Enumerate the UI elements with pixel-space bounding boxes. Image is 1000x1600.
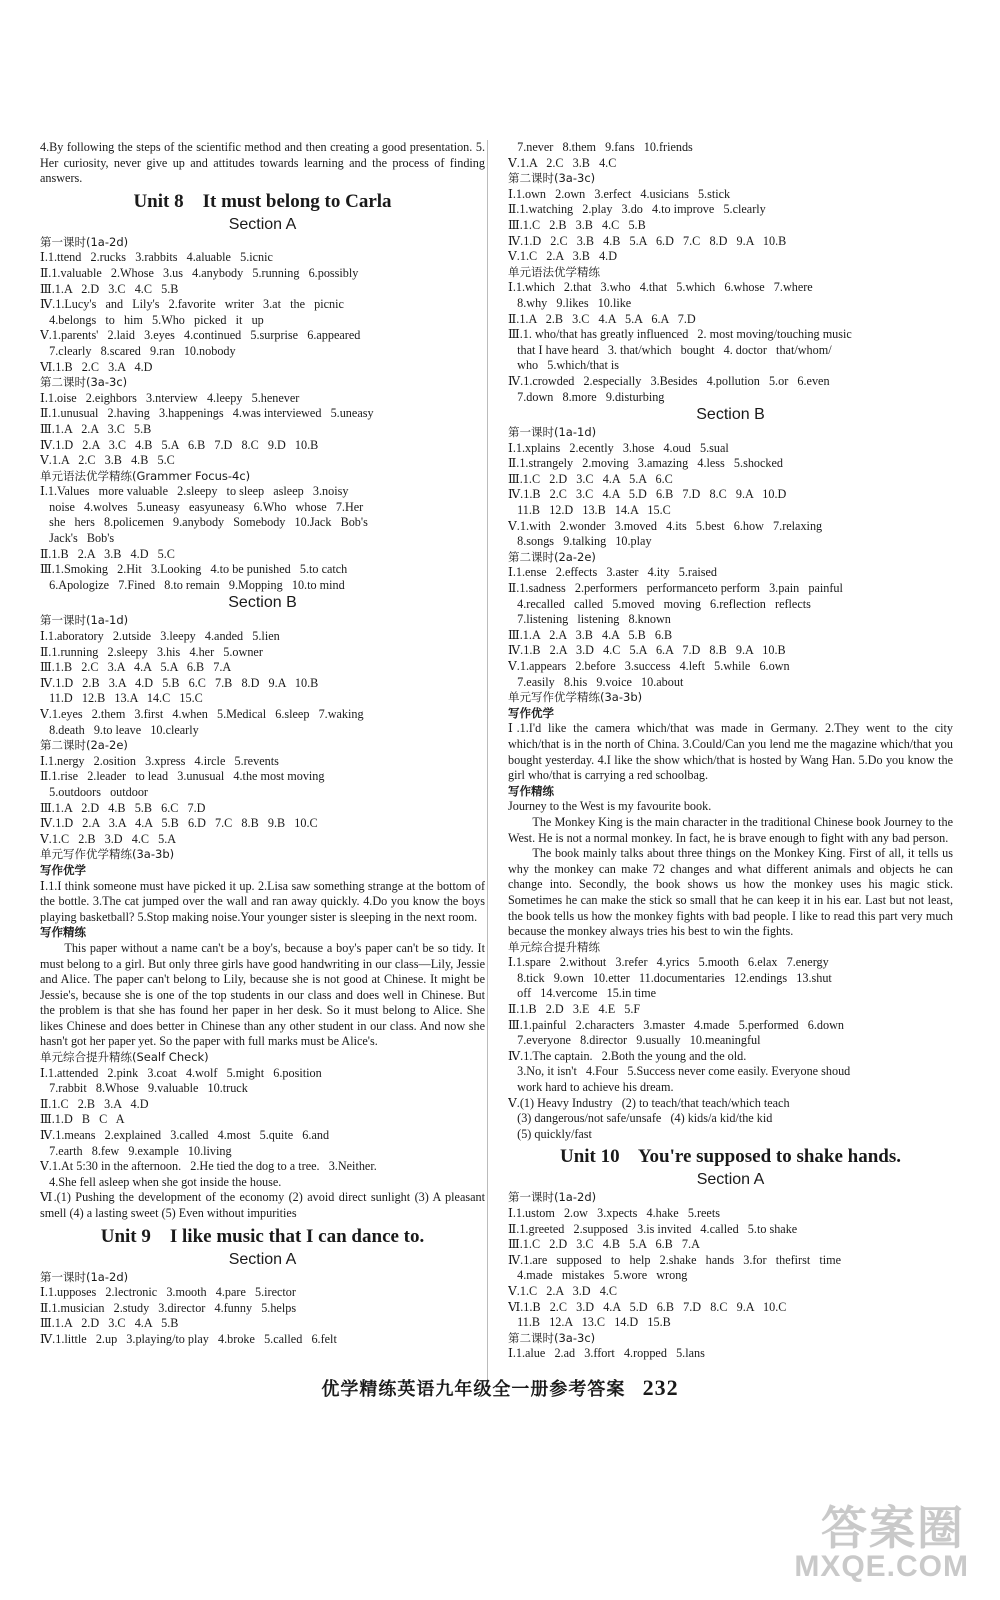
unit-heading: Unit 9 I like music that I can dance to. — [100, 1225, 425, 1247]
answer-line: Ⅳ.1.means 2.explained 3.called 4.most 5.quite 6.and — [40, 1128, 330, 1143]
lesson-heading: 第二课时(3a-3c) — [40, 375, 128, 390]
answer-line: Ⅲ.1.A 2.D 3.C 4.C 5.B — [40, 281, 179, 296]
lesson-heading: 写作优学 — [40, 862, 86, 877]
answer-line: 8.death 9.to leave 10.clearly — [40, 722, 199, 737]
answer-line: Ⅴ.1.C 2.B 3.D 4.C 5.A — [40, 831, 177, 846]
answer-line: Ⅱ.1.musician 2.study 3.director 4.funny 5.helps — [40, 1300, 297, 1315]
paragraph: Ⅵ.(1) Pushing the development of the economy (2) avoid direct sunlight (3) A pleasant smell (4) a lasting sweet (5) Even without impurities — [40, 1190, 485, 1220]
answer-line: Ⅰ.1.Values more valuable 2.sleepy to sleep asleep 3.noisy — [40, 484, 349, 499]
answer-line: Ⅰ.1.which 2.that 3.who 4.that 5.which 6.whose 7.where — [508, 280, 813, 295]
answer-line: 4.belongs to him 5.Who picked it up — [40, 312, 264, 327]
answer-line: 4.recalled called 5.moved moving 6.reflection reflects — [508, 596, 811, 611]
answer-line: off 14.vercome 15.in time — [508, 986, 657, 1001]
answer-line: Ⅳ.1.B 2.A 3.D 4.C 5.A 6.A 7.D 8.B 9.A 10.B — [508, 643, 786, 658]
answer-line: Ⅴ.1.At 5:30 in the afternoon. 2.He tied the dog to a tree. 3.Neither. — [40, 1159, 377, 1174]
lesson-heading: 第二课时(2a-2e) — [508, 549, 596, 564]
answer-line: Ⅴ.1.parents' 2.laid 3.eyes 4.continued 5.surprise 6.appeared — [40, 328, 361, 343]
answer-line: Ⅰ.1.spare 2.without 3.refer 4.yrics 5.mooth 6.elax 7.energy — [508, 955, 829, 970]
answer-line: 6.Apologize 7.Fined 8.to remain 9.Mopping 10.to mind — [40, 577, 345, 592]
answer-line: Ⅱ.1.running 2.sleepy 3.his 4.her 5.owner — [40, 644, 263, 659]
answer-line: Ⅰ.1.ense 2.effects 3.aster 4.ity 5.raised — [508, 565, 718, 580]
lesson-heading: 单元语法优学精练 — [508, 264, 600, 279]
answer-line: 4.made mistakes 5.wore wrong — [508, 1268, 688, 1283]
answer-line: Ⅱ.1.sadness 2.performers performanceto perform 3.pain painful — [508, 581, 843, 596]
answer-line: 5.outdoors outdoor — [40, 784, 148, 799]
answer-line: 3.No, it isn't 4.Four 5.Success never come easily. Everyone shoud — [508, 1064, 851, 1079]
answer-line: Ⅱ.1.rise 2.leader to lead 3.unusual 4.the most moving — [40, 769, 325, 784]
answer-line: 7.everyone 8.director 9.usually 10.meaningful — [508, 1033, 761, 1048]
answer-line: Ⅲ.1.painful 2.characters 3.master 4.made 5.performed 6.down — [508, 1017, 844, 1032]
footer-title: 优学精练英语九年级全一册参考答案 — [321, 1379, 626, 1400]
lesson-heading: 单元写作优学精练(3a-3b) — [508, 690, 643, 705]
watermark-logo — [760, 1492, 975, 1592]
answer-line: Ⅲ.1.A 2.A 3.C 5.B — [40, 421, 152, 436]
answer-line: Ⅱ.1.B 2.D 3.E 4.E 5.F — [508, 1002, 641, 1017]
answer-line: Ⅴ.1.appears 2.before 3.success 4.left 5.while 6.own — [508, 659, 790, 673]
answer-line: Ⅴ.1.C 2.A 3.D 4.C — [508, 1283, 618, 1298]
lesson-heading: 写作精练 — [508, 783, 554, 798]
answer-line: 7.listening listening 8.known — [508, 612, 671, 627]
answer-line: Ⅰ.1.own 2.own 3.erfect 4.usicians 5.stick — [508, 186, 731, 201]
paragraph: 4.By following the steps of the scientific method and then creating a good presentation. 5. Her curiosity, never give up and attitudes towards learning and the process of finding answers. — [40, 140, 485, 186]
answer-line: Ⅴ.1.A 2.C 3.B 4.C — [508, 155, 617, 170]
answer-line: Ⅱ.1.B 2.A 3.B 4.D 5.C — [40, 546, 175, 561]
answer-line: she hers 8.policemen 9.anybody Somebody 10.Jack Bob's — [40, 515, 368, 530]
answer-line: Ⅵ.1.B 2.C 3.D 4.A 5.D 6.B 7.D 8.C 9.A 10.C — [508, 1299, 787, 1314]
lesson-heading: 第一课时(1a-1d) — [40, 613, 129, 628]
answer-line: Ⅴ.1.with 2.wonder 3.moved 4.its 5.best 6.how 7.relaxing — [508, 518, 823, 533]
answer-line: Ⅱ.1.unusual 2.having 3.happenings 4.was interviewed 5.uneasy — [40, 406, 374, 421]
answer-line: Ⅰ.1.oise 2.eighbors 3.nterview 4.leepy 5.henever — [40, 390, 300, 405]
answer-line: Ⅳ.1.D 2.C 3.B 4.B 5.A 6.D 7.C 8.D 9.A 10.B — [508, 233, 787, 248]
page-number: 232 — [642, 1375, 679, 1400]
answer-line: Ⅱ.1.A 2.B 3.C 4.A 5.A 6.A 7.D — [508, 311, 696, 326]
answer-line: Ⅲ.1.A 2.D 3.C 4.A 5.B — [40, 1316, 179, 1331]
answer-line: Ⅰ.1.upposes 2.lectronic 3.mooth 4.pare 5.irector — [40, 1285, 296, 1300]
answer-line: 8.songs 9.talking 10.play — [508, 534, 652, 549]
lesson-heading: 单元综合提升精练 — [508, 939, 600, 954]
answer-line: Ⅳ.1.little 2.up 3.playing/to play 4.broke 5.called 6.felt — [40, 1331, 337, 1346]
answer-line: Ⅵ.1.B 2.C 3.A 4.D — [40, 359, 153, 374]
answer-line: (5) quickly/fast — [508, 1126, 592, 1141]
paragraph: Ⅰ.1.I think someone must have picked it up. 2.Lisa saw something strange at the bottom of the bottle. 3.The cat jumped over the wall and ran away quickly. 4.Do you know the boys playing basketball? 5.Stop making noise.Your younger sister is sleeping in the next room. — [40, 878, 485, 924]
lesson-heading: 单元语法优学精练(Grammer Focus-4c) — [40, 468, 251, 483]
answer-line: 7.earth 8.few 9.example 10.living — [40, 1143, 232, 1158]
answer-line: 11.D 12.B 13.A 14.C 15.C — [40, 691, 203, 706]
lesson-heading: 第二课时(3a-3c) — [508, 171, 596, 186]
answer-line: Ⅲ.1. who/that has greatly influenced 2. most moving/touching music — [508, 327, 852, 342]
answer-line: Ⅰ.1.xplains 2.ecently 3.hose 4.oud 5.sual — [508, 440, 729, 455]
column-divider — [487, 140, 488, 1395]
section-heading: Section A — [228, 215, 297, 233]
answer-line: Ⅱ.1.greeted 2.supposed 3.is invited 4.called 5.to shake — [508, 1221, 798, 1236]
section-heading: Section A — [696, 1171, 765, 1189]
answer-line: Jack's Bob's — [40, 531, 115, 546]
answer-line: 7.down 8.more 9.disturbing — [508, 389, 665, 404]
answer-line: work hard to achieve his dream. — [508, 1080, 674, 1095]
paragraph: Ⅰ.1.I'd like the camera which/that was made in Germany. 2.They went to the city which/that is in the north of China. 3.Could/Can you lend me the magazine which/that you bought yesterday. 4.I like the show which/that is hosted by Wang Han. 5.Do you know the girl who/that is carrying a red schoolbag. — [508, 721, 953, 783]
answer-line: who 5.which/that is — [508, 358, 620, 373]
answer-line: Ⅲ.1.C 2.D 3.C 4.B 5.A 6.B 7.A — [508, 1237, 700, 1252]
answer-line: Ⅳ.1.The captain. 2.Both the young and the old. — [508, 1048, 747, 1063]
section-heading: Section B — [696, 406, 765, 424]
answer-line: 7.rabbit 8.Whose 9.valuable 10.truck — [40, 1081, 248, 1096]
paragraph: Journey to the West is my favourite book. — [508, 799, 712, 814]
answer-line: 7.never 8.them 9.fans 10.friends — [508, 140, 693, 154]
answer-line: Ⅱ.1.strangely 2.moving 3.amazing 4.less 5.shocked — [508, 456, 784, 471]
answer-line: Ⅰ.1.aboratory 2.utside 3.leepy 4.anded 5.lien — [40, 629, 280, 644]
answer-line: Ⅴ.1.C 2.A 3.B 4.D — [508, 249, 618, 264]
answer-line: Ⅳ.1.B 2.C 3.C 4.A 5.D 6.B 7.D 8.C 9.A 10.D — [508, 487, 787, 502]
answer-line: 11.B 12.A 13.C 14.D 15.B — [508, 1315, 671, 1330]
watermark-text-cn: 答案圈 — [821, 1501, 965, 1555]
answer-line: Ⅱ.1.watching 2.play 3.do 4.to improve 5.clearly — [508, 202, 766, 217]
lesson-heading: 单元综合提升精练(Sealf Check) — [40, 1050, 209, 1065]
answer-line: 7.clearly 8.scared 9.ran 10.nobody — [40, 343, 236, 358]
answer-line: Ⅳ.1.D 2.A 3.A 4.A 5.B 6.D 7.C 8.B 9.B 10.C — [40, 816, 318, 831]
answer-line: Ⅲ.1.A 2.A 3.B 4.A 5.B 6.B — [508, 627, 673, 642]
paragraph: The book mainly talks about three things on the Monkey King. First of all, it tells us why the monkey can make 72 changes and what different animals and objects he can change into. Secondly, the book shows us how the monkey uses his magic stick. Sometimes he can make the stick so small that he can keep it in his ear. Last but not least, the book tells us how the monkey fights with bad people. I like to read this part very much because the monkey always tries his best to win the fights. — [508, 846, 953, 939]
lesson-heading: 写作优学 — [508, 705, 554, 720]
answer-line: 4.She fell asleep when she got inside the house. — [40, 1174, 282, 1189]
page-footer — [0, 1375, 1000, 1401]
answer-line: Ⅳ.1.D 2.A 3.C 4.B 5.A 6.B 7.D 8.C 9.D 10.B — [40, 437, 319, 452]
answer-line: Ⅰ.1.attended 2.pink 3.coat 4.wolf 5.might 6.position — [40, 1065, 322, 1080]
answer-line: Ⅴ.1.eyes 2.them 3.first 4.when 5.Medical 6.sleep 7.waking — [40, 707, 364, 721]
unit-heading: Unit 10 You're supposed to shake hands. — [559, 1146, 902, 1168]
answer-line: Ⅲ.1.Smoking 2.Hit 3.Looking 4.to be punished 5.to catch — [40, 562, 348, 577]
lesson-heading: 单元写作优学精练(3a-3b) — [40, 847, 175, 862]
lesson-heading: 第一课时(1a-1d) — [508, 425, 597, 440]
answer-line: Ⅲ.1.B 2.C 3.A 4.A 5.A 6.B 7.A — [40, 660, 232, 675]
answer-line: Ⅰ.1.ttend 2.rucks 3.rabbits 4.aluable 5.icnic — [40, 250, 273, 265]
lesson-heading: 第二课时(2a-2e) — [40, 738, 128, 753]
lesson-heading: 第一课时(1a-2d) — [40, 1269, 129, 1284]
answer-line: 11.B 12.D 13.B 14.A 15.C — [508, 503, 671, 518]
answer-line: that I have heard 3. that/which bought 4. doctor that/whom/ — [508, 342, 832, 357]
answer-line: 7.easily 8.his 9.voice 10.about — [508, 674, 684, 689]
answer-line: Ⅲ.1.C 2.B 3.B 4.C 5.B — [508, 217, 646, 232]
answer-line: Ⅲ.1.C 2.D 3.C 4.A 5.A 6.C — [508, 471, 673, 486]
left-column — [40, 140, 485, 1348]
lesson-heading: 第一课时(1a-2d) — [40, 234, 129, 249]
lesson-heading: 写作精练 — [40, 925, 86, 940]
answer-line: (3) dangerous/not safe/unsafe (4) kids/a kid/the kid — [508, 1111, 773, 1126]
answer-line: Ⅱ.1.C 2.B 3.A 4.D — [40, 1096, 149, 1111]
right-column — [508, 140, 953, 1362]
answer-line: Ⅴ.(1) Heavy Industry (2) to teach/that teach/which teach — [508, 1095, 790, 1110]
answer-line: Ⅱ.1.valuable 2.Whose 3.us 4.anybody 5.running 6.possibly — [40, 265, 359, 280]
answer-line: noise 4.wolves 5.uneasy easyuneasy 6.Who whose 7.Her — [40, 499, 364, 514]
answer-line: 8.why 9.likes 10.like — [508, 295, 632, 310]
paragraph: This paper without a name can't be a boy's, because a boy's paper can't be so tidy. It must belong to a girl. But only three girls have good handwriting in our class—Lily, Jessie and Alice. The paper can't belong to Lily, because she is not good at Chinese. It might be Jessie's, because she is one of the top students in our class and does well in Chinese. But the problem is that she has found her paper in her desk. So it must belong to Alice. She likes Chinese and does better in Chinese than any other student in our class. And now she hasn't got her paper yet. So the paper with full marks must be Alice's. — [40, 940, 485, 1049]
answer-line: 8.tick 9.own 10.etter 11.documentaries 12.endings 13.shut — [508, 970, 832, 985]
section-heading: Section A — [228, 1250, 297, 1268]
answer-line: Ⅲ.1.A 2.D 4.B 5.B 6.C 7.D — [40, 800, 206, 815]
answer-line: Ⅰ.1.alue 2.ad 3.ffort 4.ropped 5.lans — [508, 1346, 705, 1361]
answer-line: Ⅳ.1.are supposed to help 2.shake hands 3.for thefirst time — [508, 1252, 842, 1267]
watermark-text-en: MXQE.COM — [794, 1550, 969, 1583]
unit-heading: Unit 8 It must belong to Carla — [133, 190, 392, 212]
paragraph: The Monkey King is the main character in the traditional Chinese book Journey to the West. He is not a normal monkey. In fact, he is brave enough to fight with any bad person. — [508, 814, 953, 845]
answer-line: Ⅳ.1.crowded 2.especially 3.Besides 4.pollution 5.or 6.even — [508, 373, 830, 388]
lesson-heading: 第一课时(1a-2d) — [508, 1190, 597, 1205]
answer-line: Ⅰ.1.ustom 2.ow 3.xpects 4.hake 5.reets — [508, 1206, 720, 1220]
answer-line: Ⅰ.1.nergy 2.osition 3.xpress 4.ircle 5.revents — [40, 753, 279, 768]
section-heading: Section B — [228, 594, 297, 612]
answer-line: Ⅳ.1.Lucy's and Lily's 2.favorite writer 3.at the picnic — [40, 297, 344, 312]
answer-line: Ⅴ.1.A 2.C 3.B 4.B 5.C — [40, 453, 175, 468]
lesson-heading: 第二课时(3a-3c) — [508, 1330, 596, 1345]
answer-line: Ⅳ.1.D 2.B 3.A 4.D 5.B 6.C 7.B 8.D 9.A 10.B — [40, 675, 319, 690]
answer-line: Ⅲ.1.D B C A — [40, 1112, 125, 1127]
